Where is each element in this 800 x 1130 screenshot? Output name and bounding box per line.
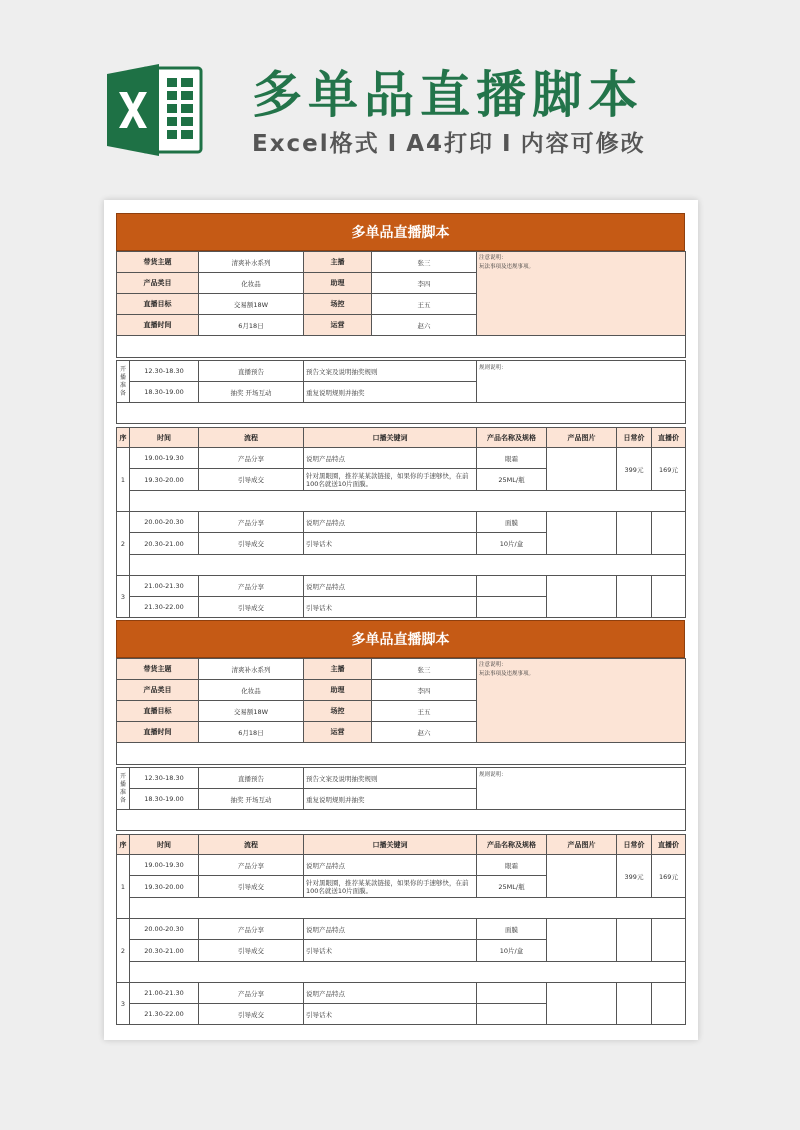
note-cell[interactable] [477,659,686,743]
spacer-row [130,898,686,919]
prep-desc[interactable]: 预告文案及说明抽奖规则 [304,768,477,789]
product-image-cell[interactable] [547,983,617,1025]
live-price[interactable] [652,983,686,1025]
row-time[interactable]: 21.00-21.30 [130,576,199,597]
row-flow[interactable]: 引导成交 [199,876,304,898]
target-value[interactable]: 交易额18W [199,701,304,722]
product-image-cell[interactable] [547,448,617,491]
row-keyword[interactable]: 说明产品特点 [304,576,477,597]
rules-cell[interactable]: 规则说明： [477,361,686,403]
row-keyword[interactable]: 说明产品特点 [304,919,477,940]
prep-time[interactable]: 18.30-19.00 [130,382,199,403]
host-value[interactable]: 张三 [372,252,477,273]
note-cell[interactable] [477,252,686,336]
note-text: 玩法事项及违规事项。 [479,264,535,270]
ops-value[interactable]: 赵六 [372,315,477,336]
live-time-label: 直播时间 [117,315,199,336]
spacer-row [130,491,686,512]
control-label: 场控 [304,294,372,315]
subtitle-format: Excel格式 [252,131,380,157]
row-product[interactable]: 25ML/瓶 [477,469,547,491]
row-keyword[interactable]: 引导话术 [304,940,477,962]
row-time[interactable]: 19.30-20.00 [130,876,199,898]
col-header-live-price: 直播价 [652,835,686,855]
subtitle-separator: I [387,131,399,157]
col-header-keyword: 口播关键词 [304,835,477,855]
row-keyword[interactable]: 说明产品特点 [304,983,477,1004]
prep-table [116,360,686,424]
sheet-banner: 多单品直播脚本 [116,620,685,658]
theme-label: 带货主题 [117,252,199,273]
row-product[interactable]: 10片/盒 [477,940,547,962]
header-row [117,835,686,855]
table-row [117,512,686,533]
target-value[interactable]: 交易额18W [199,294,304,315]
col-header-no: 序 [117,428,130,448]
col-header-product: 产品名称及规格 [477,835,547,855]
row-flow[interactable]: 产品分享 [199,983,304,1004]
row-keyword[interactable]: 针对黑眼圈，推荐某某款链接，如果你的手速够快，在前100名就送10片面膜。 [304,876,477,898]
live-price[interactable] [652,919,686,962]
spacer-row [117,743,686,765]
row-flow[interactable]: 产品分享 [199,576,304,597]
target-label: 直播目标 [117,294,199,315]
row-time[interactable]: 21.30-22.00 [130,597,199,618]
theme-label: 带货主题 [117,659,199,680]
row-keyword[interactable]: 说明产品特点 [304,855,477,876]
daily-price[interactable] [617,983,652,1025]
row-time[interactable]: 19.00-19.30 [130,855,199,876]
row-keyword[interactable]: 引导话术 [304,1004,477,1025]
prep-time[interactable]: 18.30-19.00 [130,789,199,810]
col-header-image: 产品图片 [547,835,617,855]
product-image-cell[interactable] [547,576,617,618]
row-product[interactable] [477,1004,547,1025]
prep-time[interactable]: 12.30-18.30 [130,361,199,382]
target-label: 直播目标 [117,701,199,722]
control-label: 场控 [304,701,372,722]
daily-price[interactable]: 399元 [617,448,652,491]
subtitle-print: A4打印 [406,131,495,157]
col-header-flow: 流程 [199,835,304,855]
row-keyword[interactable]: 引导话术 [304,597,477,618]
live-price[interactable] [652,512,686,555]
ops-label: 运营 [304,315,372,336]
prep-flow[interactable]: 直播预告 [199,361,304,382]
prep-desc[interactable]: 预告文案及说明抽奖规则 [304,361,477,382]
row-keyword[interactable]: 说明产品特点 [304,512,477,533]
table-row [117,983,686,1004]
subtitle-separator: I [502,131,513,157]
row-product[interactable] [477,983,547,1004]
category-label: 产品类目 [117,273,199,294]
row-flow[interactable]: 产品分享 [199,448,304,469]
row-time[interactable]: 20.00-20.30 [130,919,199,940]
spacer-row [117,810,686,831]
product-image-cell[interactable] [547,855,617,898]
prep-flow[interactable]: 抽奖 开场互动 [199,789,304,810]
row-time[interactable]: 21.00-21.30 [130,983,199,1004]
row-flow[interactable]: 引导成交 [199,1004,304,1025]
assistant-value[interactable]: 李四 [372,273,477,294]
assistant-label: 助理 [304,680,372,701]
spacer-row [117,403,686,424]
row-time[interactable]: 21.30-22.00 [130,1004,199,1025]
prep-desc[interactable]: 重复说明规则并抽奖 [304,789,477,810]
script-block-2 [116,620,685,1026]
product-table [116,427,686,618]
col-header-time: 时间 [130,835,199,855]
row-product[interactable] [477,597,547,618]
theme-value[interactable]: 清爽补水系列 [199,659,304,680]
note-text: 玩法事项及违规事项。 [479,671,535,677]
spacer-row [130,555,686,576]
row-time[interactable]: 20.30-21.00 [130,940,199,962]
daily-price[interactable]: 399元 [617,855,652,898]
daily-price[interactable] [617,919,652,962]
control-value[interactable]: 王五 [372,701,477,722]
prep-side-label: 开播准备 [117,768,130,810]
product-table [116,834,686,1025]
col-header-time: 时间 [130,428,199,448]
daily-price[interactable] [617,576,652,618]
category-value[interactable]: 化妆品 [199,680,304,701]
row-product[interactable]: 25ML/瓶 [477,876,547,898]
row-keyword[interactable]: 引导话术 [304,533,477,555]
info-table [116,251,686,358]
col-header-image: 产品图片 [547,428,617,448]
row-product[interactable]: 眼霜 [477,448,547,469]
col-header-keyword: 口播关键词 [304,428,477,448]
excel-icon [105,62,203,158]
control-value[interactable]: 王五 [372,294,477,315]
category-value[interactable]: 化妆品 [199,273,304,294]
ops-label: 运营 [304,722,372,743]
col-header-daily-price: 日常价 [617,428,652,448]
prep-time[interactable]: 12.30-18.30 [130,768,199,789]
row-flow[interactable]: 产品分享 [199,855,304,876]
script-block-1 [116,213,685,619]
col-header-no: 序 [117,835,130,855]
spacer-row [117,336,686,358]
live-time-value[interactable]: 6月18日 [199,315,304,336]
subtitle [252,125,646,158]
row-time[interactable]: 20.30-21.00 [130,533,199,555]
host-value[interactable]: 张三 [372,659,477,680]
note-title: 注意说明： [479,255,507,261]
row-keyword[interactable]: 说明产品特点 [304,448,477,469]
col-header-flow: 流程 [199,428,304,448]
row-time[interactable]: 19.30-20.00 [130,469,199,491]
prep-flow[interactable]: 抽奖 开场互动 [199,382,304,403]
row-product[interactable]: 眼霜 [477,855,547,876]
live-time-value[interactable]: 6月18日 [199,722,304,743]
live-price[interactable]: 169元 [652,448,686,491]
table-row [117,576,686,597]
row-time[interactable]: 19.00-19.30 [130,448,199,469]
row-product[interactable] [477,576,547,597]
table-row [117,448,686,469]
product-image-cell[interactable] [547,512,617,555]
page-title: 多单品直播脚本 [252,66,644,124]
live-price[interactable]: 169元 [652,855,686,898]
row-keyword[interactable]: 针对黑眼圈，推荐某某款链接，如果你的手速够快，在前100名就送10片面膜。 [304,469,477,491]
daily-price[interactable] [617,512,652,555]
live-time-label: 直播时间 [117,722,199,743]
row-flow[interactable]: 引导成交 [199,533,304,555]
row-flow[interactable]: 引导成交 [199,940,304,962]
group-no: 3 [117,983,130,1025]
live-price[interactable] [652,576,686,618]
note-title: 注意说明： [479,662,507,668]
row-flow[interactable]: 引导成交 [199,469,304,491]
group-no: 2 [117,919,130,983]
row-product[interactable]: 面膜 [477,919,547,940]
col-header-live-price: 直播价 [652,428,686,448]
prep-desc[interactable]: 重复说明规则并抽奖 [304,382,477,403]
assistant-value[interactable]: 李四 [372,680,477,701]
row-flow[interactable]: 引导成交 [199,597,304,618]
assistant-label: 助理 [304,273,372,294]
spacer-row [130,962,686,983]
product-image-cell[interactable] [547,919,617,962]
col-header-product: 产品名称及规格 [477,428,547,448]
header-row [117,428,686,448]
subtitle-editable: 内容可修改 [520,131,646,157]
category-label: 产品类目 [117,680,199,701]
group-no: 2 [117,512,130,576]
row-flow[interactable]: 产品分享 [199,919,304,940]
sheet-banner: 多单品直播脚本 [116,213,685,251]
ops-value[interactable]: 赵六 [372,722,477,743]
table-row [117,919,686,940]
row-flow[interactable]: 产品分享 [199,512,304,533]
row-time[interactable]: 20.00-20.30 [130,512,199,533]
theme-value[interactable]: 清爽补水系列 [199,252,304,273]
prep-table [116,767,686,831]
rules-cell[interactable]: 规则说明： [477,768,686,810]
host-label: 主播 [304,659,372,680]
prep-flow[interactable]: 直播预告 [199,768,304,789]
prep-side-label: 开播准备 [117,361,130,403]
row-product[interactable]: 10片/盒 [477,533,547,555]
table-row [117,855,686,876]
group-no: 1 [117,448,130,512]
info-table [116,658,686,765]
col-header-daily-price: 日常价 [617,835,652,855]
group-no: 3 [117,576,130,618]
row-product[interactable]: 面膜 [477,512,547,533]
group-no: 1 [117,855,130,919]
host-label: 主播 [304,252,372,273]
